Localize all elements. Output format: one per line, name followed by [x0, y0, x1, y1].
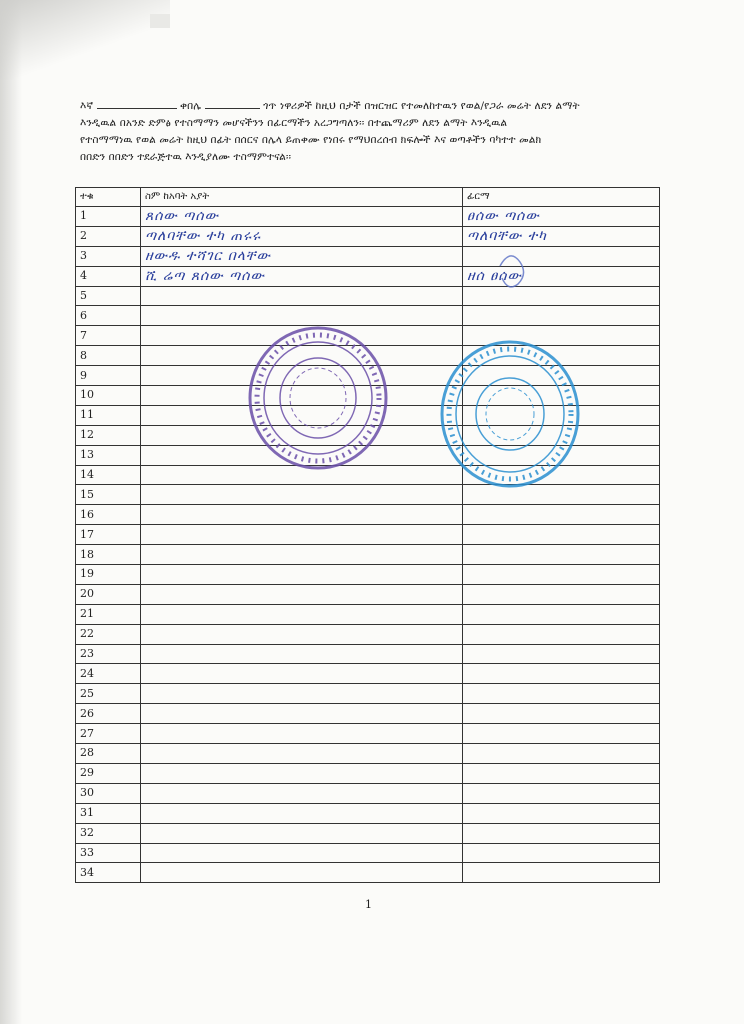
table-row: [76, 744, 660, 764]
row-signature: [463, 823, 660, 843]
intro-line-4: በበድን በበድን ተደራጅተዉ እንዲያለሙ ተስማምተናል፡፡: [80, 151, 292, 163]
row-number: 22: [76, 624, 141, 644]
header-number: ተቁ: [76, 188, 141, 207]
row-signature: [463, 744, 660, 764]
table-row: [76, 604, 660, 624]
row-name: [141, 664, 463, 684]
row-number: 25: [76, 684, 141, 704]
row-signature: [463, 664, 660, 684]
table-row: [76, 386, 660, 406]
row-number: 2: [76, 226, 141, 246]
row-number: 7: [76, 326, 141, 346]
row-signature: [463, 306, 660, 326]
row-signature: [463, 565, 660, 585]
row-signature: [463, 405, 660, 425]
row-number: 21: [76, 604, 141, 624]
intro-line-1: [80, 97, 670, 115]
row-name: [141, 763, 463, 783]
row-name: [141, 485, 463, 505]
intro-line-2: እንዲዉል በአንድ ድምፅ የተስማማን መሆናችንን በፊርማችን አረጋግጣለን፡፡ በተጨማሪም ለደን ልማት እንዲዉል: [80, 117, 508, 129]
row-name: [141, 286, 463, 306]
row-name: [141, 306, 463, 326]
signature-table: [75, 187, 660, 883]
row-name: [141, 783, 463, 803]
row-name: [141, 803, 463, 823]
intro-line-3: የተስማማነዉ የወል መሬት ከዚህ በፊት በሰርና በሌላ ይጠቀሙ የነበሩ የማህበረሰብ ክፍሎች እና ወጣቶችን ባካተተ መልክ: [80, 134, 542, 146]
row-number: 33: [76, 843, 141, 863]
row-name: ሺ ሬጣ ጸሰው ጣሰው: [141, 266, 463, 286]
table-row: [76, 565, 660, 585]
row-number: 1: [76, 207, 141, 227]
row-name: [141, 326, 463, 346]
intro-text-we: እኛ: [80, 100, 94, 112]
row-signature: [463, 286, 660, 306]
row-signature: ዘሰ ፀሰው: [463, 266, 660, 286]
row-number: 20: [76, 584, 141, 604]
table-row: [76, 465, 660, 485]
row-name: [141, 545, 463, 565]
row-number: 12: [76, 425, 141, 445]
row-name: [141, 584, 463, 604]
row-signature: [463, 485, 660, 505]
row-signature: [463, 724, 660, 744]
intro-text-kebele: ቀበሌ: [180, 100, 202, 112]
intro-paragraph: [80, 97, 670, 166]
row-signature: [463, 545, 660, 565]
row-name: [141, 565, 463, 585]
table-row: [76, 246, 660, 266]
row-signature: [463, 525, 660, 545]
table-row: [76, 684, 660, 704]
row-number: 23: [76, 644, 141, 664]
row-number: 6: [76, 306, 141, 326]
row-name: ጸሰው ጣሰው: [141, 207, 463, 227]
intro-text-rest: ጎጥ ነዋሪዎች ከዚህ በታች በዝርዝር የተመለከተዉን የወል/የጋራ መሬት ለደን ልማት: [263, 100, 580, 112]
row-number: 4: [76, 266, 141, 286]
row-name: [141, 366, 463, 386]
table-row: [76, 545, 660, 565]
table-header-row: [76, 188, 660, 207]
table-row: [76, 783, 660, 803]
row-name: [141, 684, 463, 704]
table-row: [76, 326, 660, 346]
scan-corner-shadow: [0, 0, 170, 80]
table-row: [76, 664, 660, 684]
table-row: [76, 485, 660, 505]
row-number: 10: [76, 386, 141, 406]
table-row: [76, 763, 660, 783]
table-row: [76, 863, 660, 883]
row-name: [141, 744, 463, 764]
row-signature: [463, 684, 660, 704]
table-row: [76, 346, 660, 366]
table-body: [76, 207, 660, 883]
row-signature: [463, 326, 660, 346]
row-name: ጣለባቸው ተካ ጠሩሩ: [141, 226, 463, 246]
table-row: [76, 445, 660, 465]
row-number: 13: [76, 445, 141, 465]
row-signature: [463, 465, 660, 485]
row-number: 15: [76, 485, 141, 505]
row-number: 30: [76, 783, 141, 803]
row-number: 8: [76, 346, 141, 366]
table-row: [76, 306, 660, 326]
blank-field: [97, 97, 177, 109]
table-row: [76, 266, 660, 286]
row-number: 34: [76, 863, 141, 883]
page-number: 1: [365, 898, 372, 911]
row-signature: [463, 803, 660, 823]
row-name: [141, 445, 463, 465]
row-name: [141, 525, 463, 545]
row-name: [141, 604, 463, 624]
row-name: [141, 863, 463, 883]
row-number: 19: [76, 565, 141, 585]
row-name: [141, 386, 463, 406]
row-number: 28: [76, 744, 141, 764]
row-number: 29: [76, 763, 141, 783]
table-row: [76, 724, 660, 744]
row-name: [141, 624, 463, 644]
row-signature: ጣለባቸው ተካ: [463, 226, 660, 246]
row-number: 31: [76, 803, 141, 823]
row-number: 18: [76, 545, 141, 565]
table-row: [76, 704, 660, 724]
table-row: [76, 425, 660, 445]
row-signature: [463, 783, 660, 803]
row-number: 24: [76, 664, 141, 684]
scan-mark: [150, 14, 170, 28]
row-number: 26: [76, 704, 141, 724]
table-row: [76, 584, 660, 604]
table-row: [76, 505, 660, 525]
row-signature: [463, 386, 660, 406]
row-number: 14: [76, 465, 141, 485]
table-row: [76, 207, 660, 227]
row-number: 16: [76, 505, 141, 525]
row-number: 32: [76, 823, 141, 843]
table-row: [76, 644, 660, 664]
row-number: 27: [76, 724, 141, 744]
row-signature: [463, 505, 660, 525]
row-signature: [463, 644, 660, 664]
row-signature: [463, 624, 660, 644]
table-row: [76, 366, 660, 386]
row-signature: [463, 604, 660, 624]
row-signature: [463, 425, 660, 445]
table-row: [76, 823, 660, 843]
row-name: [141, 346, 463, 366]
table-row: [76, 226, 660, 246]
row-number: 17: [76, 525, 141, 545]
header-full-name: ስም ከአባት አያት: [141, 188, 463, 207]
table-row: [76, 525, 660, 545]
table-row: [76, 286, 660, 306]
row-signature: [463, 366, 660, 386]
row-name: [141, 644, 463, 664]
table-row: [76, 624, 660, 644]
row-signature: [463, 763, 660, 783]
row-name: [141, 823, 463, 843]
row-number: 3: [76, 246, 141, 266]
row-signature: [463, 346, 660, 366]
table-row: [76, 405, 660, 425]
row-name: [141, 465, 463, 485]
row-name: [141, 505, 463, 525]
row-name: ዘውዱ ተሻገር በላቸው: [141, 246, 463, 266]
row-name: [141, 724, 463, 744]
row-signature: [463, 246, 660, 266]
header-signature: ፊርማ: [463, 188, 660, 207]
row-number: 5: [76, 286, 141, 306]
row-signature: [463, 704, 660, 724]
table-row: [76, 843, 660, 863]
row-number: 11: [76, 405, 141, 425]
row-signature: [463, 445, 660, 465]
row-name: [141, 425, 463, 445]
row-signature: [463, 843, 660, 863]
row-number: 9: [76, 366, 141, 386]
row-signature: [463, 863, 660, 883]
row-name: [141, 704, 463, 724]
row-name: [141, 405, 463, 425]
row-signature: [463, 584, 660, 604]
row-name: [141, 843, 463, 863]
scan-shadow: [0, 0, 22, 1024]
table-row: [76, 803, 660, 823]
row-signature: ፀሰው ጣሰው: [463, 207, 660, 227]
blank-field: [205, 97, 260, 109]
